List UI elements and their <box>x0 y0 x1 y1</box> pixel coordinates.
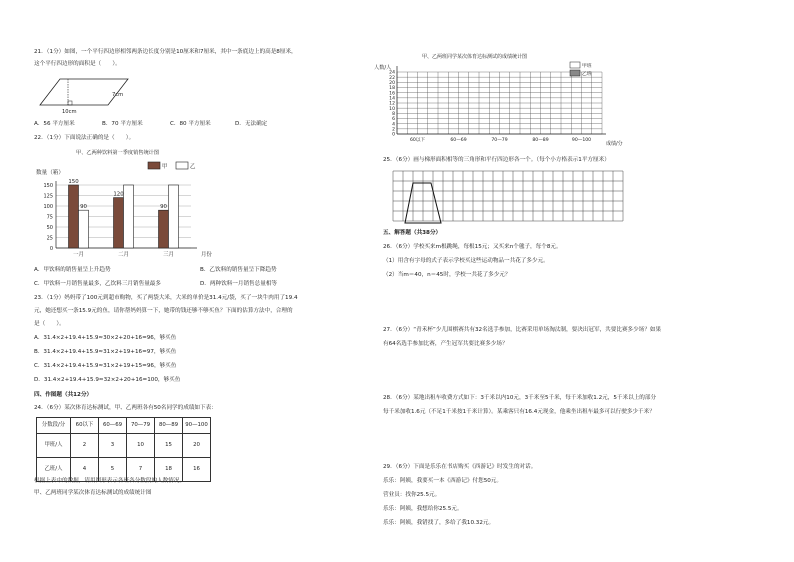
q24-caption: 甲、乙两班同学某次体育达标测试的成绩统计图 <box>34 490 152 496</box>
q27-stem: 27．（6分）“青禾杯”少儿围棋赛共有32名选手参加，比赛采用单场淘汰制，要决出冠军，共要比赛多少场？如果 <box>383 327 662 333</box>
y-tick-label: 75 <box>46 214 53 221</box>
q29-stem: 29．（6分）下面是乐乐在书店购买《西游记》时发生的对话。 <box>383 464 537 470</box>
legend-swatch <box>570 62 580 68</box>
table-header-cell: 分数段/分 <box>37 418 71 434</box>
y-tick-label: 18 <box>389 86 395 92</box>
q22-bar-chart <box>36 145 226 265</box>
q29-line-1: 乐乐：阿姨，我要买一本《西游记》付您50元。 <box>383 478 502 484</box>
q25-stem: 25．（6分）画与梯形面积相等的三角形和平行四边形各一个。（每个小方格表示1平方厘米） <box>383 157 610 163</box>
table-header-cell: 60—69 <box>99 418 127 434</box>
q21-option-b[interactable]: B．70 平方厘米 <box>102 121 143 127</box>
y-tick-label: 50 <box>46 224 53 231</box>
q28-stem-2: 每千米加收1.6元（不足1千米按1千米计算）。某乘客只有16.4元现金，他乘坐出租车最多可以行驶多少千米？ <box>383 409 655 415</box>
y-tick-label: 12 <box>389 101 395 107</box>
y-tick-label: 25 <box>46 235 53 242</box>
x-tick-label: 三月 <box>163 252 174 258</box>
table-header-row <box>37 418 211 434</box>
x-tick-label: 一月 <box>73 252 84 258</box>
q22-option-b[interactable]: B．乙饮料的销售量呈下降趋势 <box>200 267 277 273</box>
q22-option-a[interactable]: A．甲饮料的销售量呈上升趋势 <box>34 267 111 273</box>
score-grid-chart <box>374 50 637 150</box>
right-chart-legend <box>570 62 592 77</box>
table-row <box>37 434 211 458</box>
y-tick-label: 100 <box>43 203 53 210</box>
table-cell: 20 <box>183 434 211 458</box>
table-cell: 4 <box>71 458 99 482</box>
bar-乙 <box>169 185 179 248</box>
parallelogram-figure <box>40 75 130 115</box>
q29-line-3: 乐乐：阿姨，我想给你25.5元。 <box>383 506 463 512</box>
y-tick-label: 16 <box>389 91 395 97</box>
q21-option-a[interactable]: A．56 平方厘米 <box>34 121 75 127</box>
right-column <box>374 0 794 562</box>
right-chart-ylabel: 人数/人 <box>374 65 392 71</box>
legend-label: 乙 <box>190 164 196 170</box>
q23-option-d[interactable]: D．31.4×2+19.4+15.9≈32×2+20+16=100，够买鱼 <box>34 377 181 383</box>
right-chart-xlabel: 成绩/分 <box>606 141 623 147</box>
q26-part-2: （2）当m＝40，n＝45时，学校一共花了多少元？ <box>383 272 511 278</box>
bar-data-label: 150 <box>68 179 79 185</box>
q22-chart-xlabel: 月份 <box>201 252 212 258</box>
q21-option-c[interactable]: C．80 平方厘米 <box>170 121 211 127</box>
y-tick-label: 2 <box>392 127 395 133</box>
table-cell: 10 <box>127 434 155 458</box>
legend-label: 乙班 <box>582 72 592 77</box>
q23-option-c[interactable]: C．31.4×2+19.4+15.9≈31×2+19+15=96，够买鱼 <box>34 363 177 369</box>
table-cell: 16 <box>183 458 211 482</box>
y-tick-label: 14 <box>389 96 395 102</box>
x-tick-label: 70—79 <box>491 138 508 143</box>
bar-乙 <box>124 185 134 248</box>
table-cell: 15 <box>155 434 183 458</box>
y-tick-label: 8 <box>392 111 395 117</box>
y-tick-label: 4 <box>392 122 395 128</box>
legend-swatch <box>176 162 188 169</box>
table-cell: 3 <box>99 434 127 458</box>
y-tick-label: 0 <box>49 245 53 252</box>
legend-swatch <box>570 70 580 76</box>
x-tick-label: 60以下 <box>409 138 426 143</box>
y-tick-label: 6 <box>392 117 395 123</box>
right-chart-title: 甲、乙两班同学某次体育达标测试的成绩统计图 <box>422 54 528 60</box>
table-cell: 2 <box>71 434 99 458</box>
bar-data-label: 90 <box>80 204 87 211</box>
y-tick-label: 0 <box>392 132 395 138</box>
q22-stem: 22．（1分）下面说法正确的是（ ）。 <box>34 135 135 141</box>
q22-chart-title: 甲、乙两种饮料第一季度销售统计图 <box>76 150 160 156</box>
q27-stem-2: 有64名选手参加比赛，产生冠军共要比赛多少场？ <box>383 341 508 347</box>
y-tick-label: 125 <box>43 193 53 200</box>
q21-option-d[interactable]: D．无法确定 <box>235 121 268 127</box>
table-header-cell: 80—89 <box>155 418 183 434</box>
y-tick-label: 20 <box>389 80 395 86</box>
bar-甲 <box>69 185 79 248</box>
section-5-heading: 五、解答题（共38分） <box>383 230 442 236</box>
bar-data-label: 90 <box>160 204 167 211</box>
table-header-cell: 60以下 <box>71 418 99 434</box>
fig-label-7cm: 7cm <box>112 92 124 98</box>
bar-甲 <box>114 198 124 248</box>
q24-stem: 24．（6分）某次体育达标测试，甲、乙两班各有50名同学的成绩如下表： <box>34 405 217 411</box>
q29-line-2: 营业员：找你25.5元。 <box>383 492 441 498</box>
table-cell: 18 <box>155 458 183 482</box>
y-tick-label: 10 <box>389 106 395 112</box>
x-tick-label: 60—69 <box>450 138 467 143</box>
q21-stem: 21．（1分）如图，一个平行四边形相邻两条边长度分别是10厘米和7厘米，其中一条底边上的高是8厘米， <box>34 49 297 55</box>
q28-stem: 28．（6分）某地出租车收费方式如下：3千米以内10元，3千米至5千米，每千米加收1.2元，5千米以上的部分 <box>383 395 657 401</box>
q22-legend <box>148 162 196 170</box>
x-tick-label: 二月 <box>118 252 129 258</box>
table-cell: 5 <box>99 458 127 482</box>
q22-option-c[interactable]: C．甲饮料一月销售量最多，乙饮料三月销售量最多 <box>34 281 161 287</box>
q21-stem-2: 这个平行四边形的面积是（ ）。 <box>34 61 121 67</box>
y-tick-label: 22 <box>389 75 395 81</box>
q22-chart-ylabel: 数量（箱） <box>36 170 64 176</box>
bar-data-label: 120 <box>113 191 124 198</box>
table-cell: 乙班/人 <box>37 458 71 482</box>
x-tick-label: 80—89 <box>532 138 549 143</box>
q29-line-4: 乐乐：阿姨，我错找了，多给了我10.32元。 <box>383 520 495 526</box>
section-4-heading: 四、作图题（共12分） <box>34 392 93 398</box>
table-cell: 7 <box>127 458 155 482</box>
table-cell: 甲班/人 <box>37 434 71 458</box>
left-column <box>0 0 395 562</box>
q23-option-a[interactable]: A．31.4×2+19.4+15.9≈30×2+20+16=96，够买鱼 <box>34 335 177 341</box>
q26-part-1: （1）用含有字母的式子表示学校买这些运动物品一共花了多少元。 <box>383 258 549 264</box>
q23-option-b[interactable]: B．31.4×2+19.4+15.9≈31×2+19+16=97，够买鱼 <box>34 349 177 355</box>
q23-stem-2: 元，她还想买一条15.9元的鱼，请你帮妈妈算一下，她带的钱还够不够买鱼？下面的估算方法中，合理的 <box>34 308 293 314</box>
legend-swatch <box>148 162 160 169</box>
q24-score-table <box>36 417 211 482</box>
legend-label: 甲班 <box>582 64 592 69</box>
q24-note: 根据上表中的数据，请用图形表示各班各分数段的人数情况。 <box>34 478 186 484</box>
q22-option-d[interactable]: D．两种饮料一月销售总量相等 <box>200 281 278 287</box>
table-header-cell: 90—100 <box>183 418 211 434</box>
x-tick-label: 90—100 <box>571 138 592 143</box>
q23-stem: 23．（1分）妈妈带了100元到超市购物，买了两袋大米，大米的单价是31.4元/袋，买了一块牛肉用了19.4 <box>34 295 298 301</box>
bar-甲 <box>159 210 169 248</box>
y-tick-label: 150 <box>43 182 53 189</box>
y-tick-label: 24 <box>389 70 395 76</box>
bar-乙 <box>79 210 89 248</box>
q23-stem-3: 是（ ）。 <box>34 321 65 327</box>
legend-label: 甲 <box>162 164 168 170</box>
fig-label-10cm: 10cm <box>62 109 77 115</box>
q25-drawing-grid[interactable] <box>391 169 627 225</box>
q26-stem: 26．（6分）学校买来m根跳绳，每根15元；又买来n个毽子，每个8元。 <box>383 244 562 250</box>
table-header-cell: 70—79 <box>127 418 155 434</box>
